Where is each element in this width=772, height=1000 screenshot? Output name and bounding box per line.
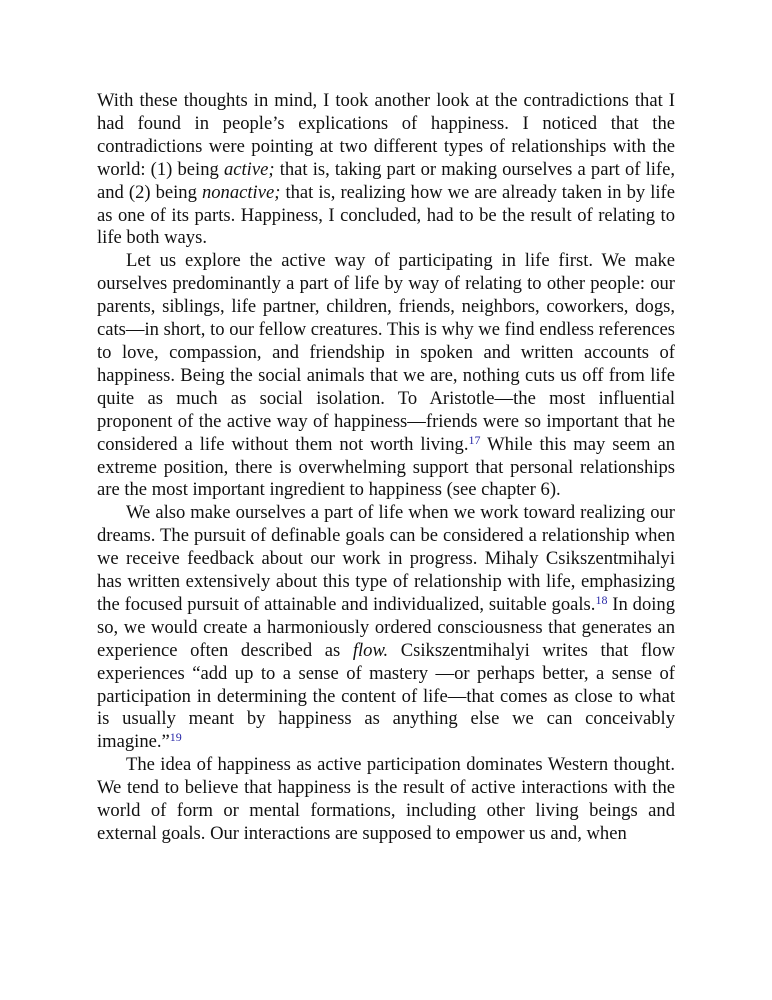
footnote-ref-17[interactable]: 17 <box>468 432 481 447</box>
text-segment: With these thoughts in mind, I took another look at the contradictions that I had found in people’s explications of happiness. I noticed that the contradictions were pointing at two different types of relationships with the world: (1) being <box>97 90 675 180</box>
italic-term-flow: flow. <box>352 639 389 661</box>
text-segment: While this may seem an extreme position, there is overwhelming support that personal relationships are the most important ingredient to happiness (see chapter 6). <box>97 433 675 501</box>
text-segment: In doing so, we would create a harmoniously ordered consciousness that generates an experience often described as <box>97 593 676 661</box>
text-segment: The idea of happiness as active participation dominates Western thought. We tend to believe that happiness is the result of active interactions with the world of form or mental formations, including other living beings and external goals. Our interactions are supposed to empower us and, when <box>97 754 675 844</box>
italic-term-active: active; <box>223 158 275 180</box>
page-body <box>97 90 675 846</box>
footnote-ref-18[interactable]: 18 <box>595 592 608 607</box>
paragraph-2 <box>97 250 675 502</box>
paragraph-3 <box>97 502 675 754</box>
text-segment: We also make ourselves a part of life when we work toward realizing our dreams. The pursuit of definable goals can be considered a relationship when we receive feedback about our work in progress. Mihaly Csikszentmihalyi has written extensively about this type of relationship with life, emphasizing the focused pursuit of attainable and individualized, suitable goals. <box>97 502 675 615</box>
text-segment: Csikszentmihalyi writes that flow experiences “add up to a sense of mastery —or perhaps better, a sense of participation in determining the content of life—that comes as close to what is usually meant by happiness as anything else we can conceivably imagine.” <box>97 639 675 753</box>
paragraph-1 <box>97 90 675 250</box>
text-segment: that is, taking part or making ourselves a part of life, and (2) being <box>97 158 675 203</box>
paragraph-4 <box>97 754 675 846</box>
text-segment: Let us explore the active way of participating in life first. We make ourselves predominantly a part of life by way of relating to other people: our parents, siblings, life partner, children, friends, neighbors, coworkers, dogs, cats—in short, to our fellow creatures. This is why we find endless references to love, compassion, and friendship in spoken and written accounts of happiness. Being the social animals that we are, nothing cuts us off from life quite as much as social isolation. To Aristotle—the most influential proponent of the active way of happiness—friends were so important that he considered a life without them not worth living. <box>97 250 675 455</box>
footnote-ref-19[interactable]: 19 <box>169 730 182 745</box>
italic-term-nonactive: nonactive; <box>201 181 281 203</box>
text-segment: that is, realizing how we are already taken in by life as one of its parts. Happiness, I concluded, had to be the result of relating to life both ways. <box>97 181 675 249</box>
